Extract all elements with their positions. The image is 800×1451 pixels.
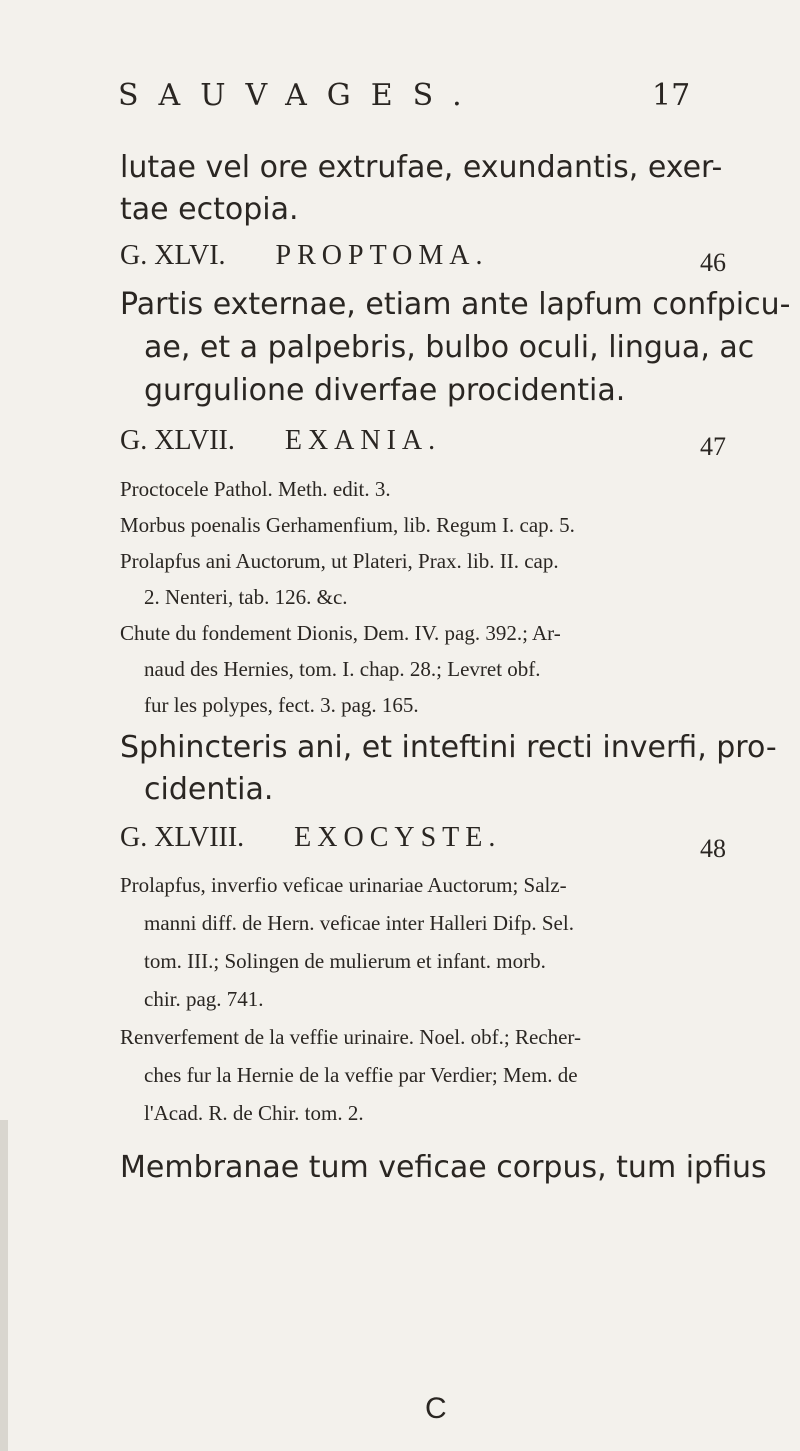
reference-line: Prolapfus, inverfio veficae urinariae Auctorum; Salz- [120,873,567,897]
text-line: tae ectopia. [120,192,299,227]
signature-mark: C [425,1392,447,1425]
genus-heading-46 [120,240,489,272]
genus-number: G. XLVII. [120,425,235,456]
reference-line: Proctocele Pathol. Meth. edit. 3. [120,477,391,501]
genus-heading-47 [120,425,441,457]
genus-name: EXOCYSTE. [294,822,502,853]
genus-number: G. XLVI. [120,240,226,271]
reference-line: Prolapfus ani Auctorum, ut Plateri, Prax. lib. II. cap. [120,549,559,573]
page-edge-shadow [0,1120,8,1451]
text-line: Sphincteris ani, et inteftini recti inverfi, pro- [120,730,777,765]
margin-number: 47 [700,432,726,461]
reference-line: Morbus poenalis Gerhamenfium, lib. Regum I. cap. 5. [120,513,575,537]
reference-line: chir. pag. 741. [144,987,264,1011]
genus-name: PROPTOMA. [275,240,489,271]
genus-number: G. XLVIII. [120,822,245,853]
reference-line: ches fur la Hernie de la veffie par Verdier; Mem. de [144,1063,578,1087]
margin-number: 48 [700,834,726,863]
reference-line: 2. Nenteri, tab. 126. &c. [144,585,348,609]
genus-name: EXANIA. [284,425,442,456]
text-line: ae, et a palpebris, bulbo oculi, lingua, ac [144,330,755,365]
reference-line: manni diff. de Hern. veficae inter Halleri Difp. Sel. [144,911,574,935]
reference-line: Chute du fondement Dionis, Dem. IV. pag. 392.; Ar- [120,621,561,645]
text-line: cidentia. [144,772,274,807]
genus-heading-48 [120,822,501,854]
reference-line: fur les polypes, fect. 3. pag. 165. [144,693,419,717]
text-line: lutae vel ore extrufae, exundantis, exer- [120,150,723,185]
reference-line: Renverfement de la veffie urinaire. Noel. obf.; Recher- [120,1025,581,1049]
page-number: 17 [652,78,691,113]
margin-number: 46 [700,248,726,277]
reference-line: naud des Hernies, tom. I. chap. 28.; Levret obf. [144,657,541,681]
text-line: gurgulione diverfae procidentia. [144,373,626,408]
running-title: SAUVAGES. [118,78,482,113]
text-line: Partis externae, etiam ante lapfum confpicu- [120,287,791,322]
reference-line: l'Acad. R. de Chir. tom. 2. [144,1101,364,1125]
reference-line: tom. III.; Solingen de mulierum et infant. morb. [144,949,546,973]
text-line: Membranae tum veficae corpus, tum ipfius [120,1150,767,1185]
